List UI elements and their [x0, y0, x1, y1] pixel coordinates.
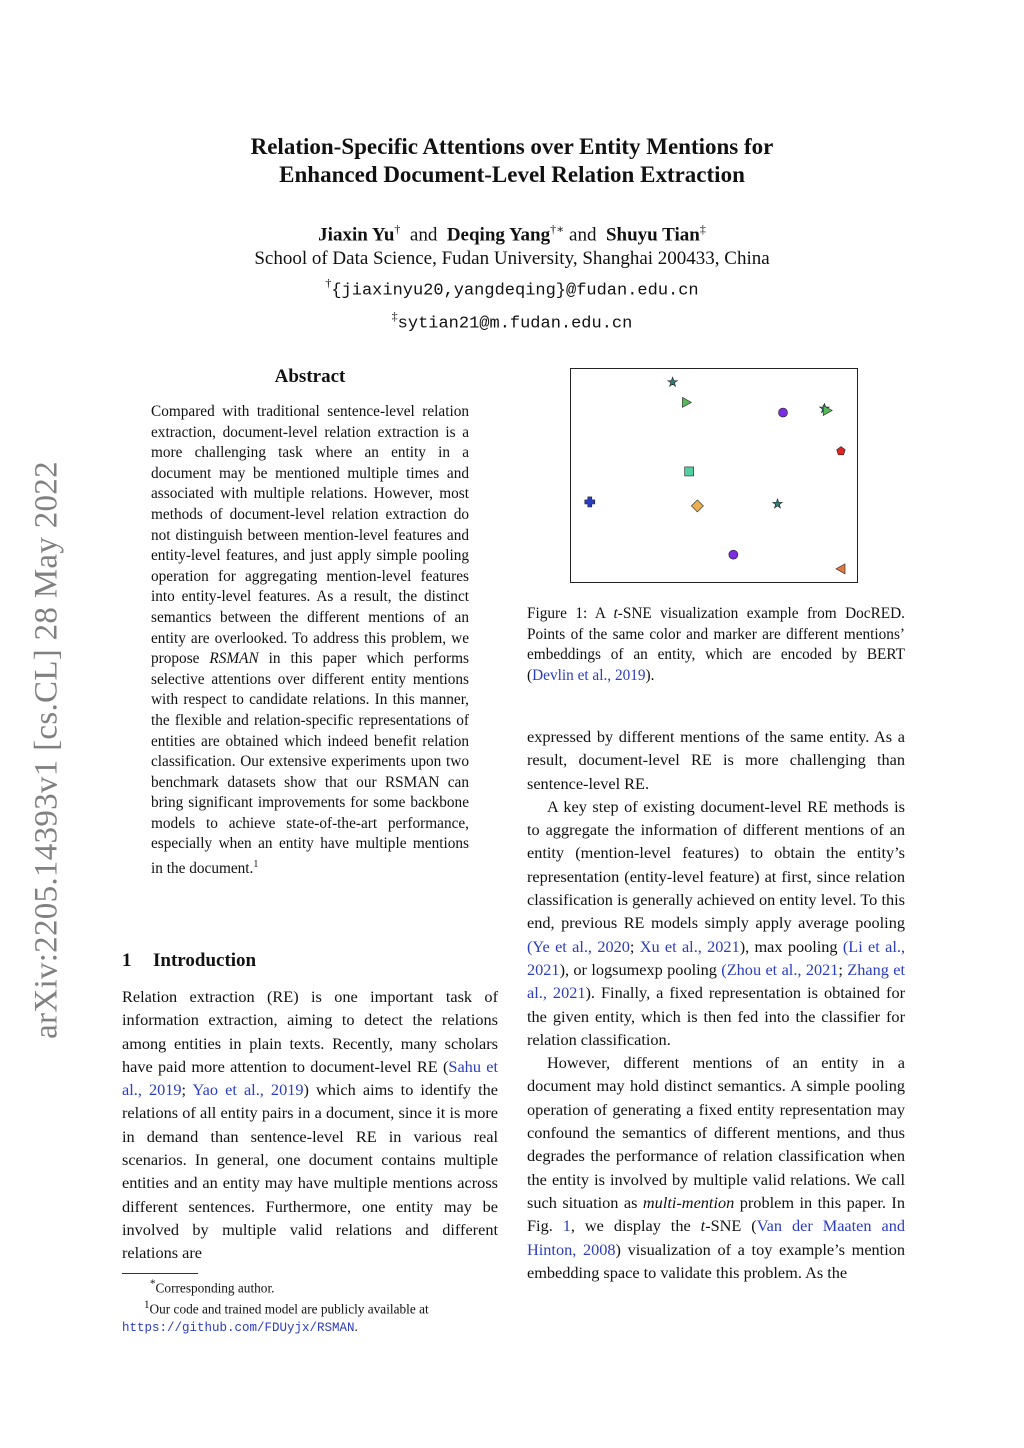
- citation-link[interactable]: (Li et al., 2021: [527, 936, 906, 979]
- paragraph-aggregation: A key step of existing document-level RE methods is to aggregate the information of different mentions of an entity (mention-level features) to obtain the entity’s representation (entity-level feature) at first, since relation classification is generally achieved on entity level. To this end, previous RE models simply apply average pooling (Ye et al., 2020; Xu et al., 2021), max pooling (Li et al., 2021), or logsumexp pooling (Zhou et al., 2021; Zhang et al., 2021). Finally, a fixed representation is obtained for the given entity, which is then fed into the classifier for relation classification.: [527, 796, 906, 1049]
- scatter-point-9: [691, 500, 703, 512]
- author-2: Deqing Yang: [446, 224, 551, 246]
- citation-link[interactable]: Van der Maaten and Hinton, 2008: [527, 1216, 906, 1259]
- tsne-figure: [570, 368, 858, 583]
- citation-link[interactable]: Xu et al., 2021: [639, 936, 740, 956]
- citation-link[interactable]: Sahu et al., 2019: [122, 1056, 498, 1100]
- figure-caption: Figure 1: A t-SNE visualization example from DocRED. Points of the same color and marker are different mentions’ embeddings of an entity, which are encoded by BERT (Devlin et al., 2019).: [527, 605, 905, 684]
- scatter-point-3: [779, 408, 788, 417]
- email-line-2: ‡sytian21@m.fudan.edu.cn: [391, 308, 633, 333]
- footnote-rule: [122, 1273, 198, 1274]
- title-line-1: Relation-Specific Attentions over Entity Mentions for: [250, 134, 774, 159]
- scatter-point-10: [773, 499, 783, 508]
- paragraph-continued: expressed by different mentions of the same entity. As a result, document-level RE is more challenging than sentence-level RE.: [527, 727, 905, 793]
- right-column-text: [527, 725, 905, 1284]
- arxiv-sidebar: [22, 435, 72, 1065]
- code-url-link[interactable]: https://github.com/FDUyjx/RSMAN: [122, 1320, 355, 1335]
- scatter-point-8: [585, 497, 595, 507]
- abstract-heading: Abstract: [274, 366, 346, 387]
- figure-ref-link[interactable]: 1: [562, 1216, 571, 1236]
- intro-paragraph: Relation extraction (RE) is one important task of information extraction, aiming to detect the relations among entities in plain texts. Recently, many scholars have paid more attention to document-level RE (Sahu et al., 2019; Yao et al., 2019) which aims to identify the relations of all entity pairs in a document, since it is more in demand than sentence-level RE in various real scenarios. In general, one document contains multiple entities and an entity may have multiple mentions across different sentences. Furthermore, one entity may be involved by multiple valid relations and different relations are: [122, 987, 499, 1263]
- scatter-point-6: [837, 447, 846, 455]
- footnote-1: $^1$Our code and trained model are publicly available at https://github.com/FDUyjx/RSMAN.: [122, 1298, 429, 1335]
- scatter-point-2: [682, 397, 691, 407]
- citation-link[interactable]: Zhang et al., 2021: [527, 959, 905, 1003]
- author-1: Jiaxin Yu: [318, 224, 395, 246]
- author-names: Jiaxin Yu† and Deqing Yang†∗ and Shuyu Tian‡: [318, 222, 706, 246]
- citation-link[interactable]: Yao et al., 2019: [192, 1080, 304, 1100]
- abstract-text: Compared with traditional sentence-level relation extraction, document-level relation extraction is a more challenging task where an entity in a document may be mentioned multiple times and associated with multiple relations. However, most methods of document-level relation extraction do not distinguish between mention-level features and entity-level features, and just apply simple pooling operation for aggregating mention-level features into entity-level features. As a result, the distinct semantics between the different mentions of an entity are overlooked. To address this problem, we propose RSMAN in this paper which performs selective attentions over different entity mentions with respect to candidate relations. In this manner, the flexible and relation-specific representations of entities are obtained which indeed benefit relation classification. Our extensive experiments upon two benchmark datasets show that our RSMAN can bring significant improvements for some backbone models to achieve state-of-the-art performance, especially when an entity have multiple mentions in the document.$^1$: [151, 403, 469, 878]
- scatter-point-12: [836, 564, 845, 574]
- scatter-points: [585, 377, 845, 574]
- citation-link[interactable]: Devlin et al., 2019: [532, 666, 646, 684]
- footnote-ref[interactable]: 1: [253, 859, 259, 871]
- paper-title: [150, 133, 874, 189]
- affiliation: School of Data Science, Fudan University, Shanghai 200433, China: [254, 248, 770, 270]
- plot-frame: [571, 369, 858, 583]
- author-block: [150, 217, 874, 336]
- title-line-2: Enhanced Document-Level Relation Extraction: [279, 162, 745, 187]
- footnote-star: *Corresponding author.: [150, 1278, 275, 1296]
- scatter-point-1: [668, 377, 678, 386]
- email-line-1: †{jiaxinyu20,yangdeqing}@fudan.edu.cn: [325, 276, 699, 301]
- section-heading: 1 Introduction: [122, 950, 257, 971]
- citation-link[interactable]: (Ye et al., 2020: [527, 936, 630, 956]
- author-3: Shuyu Tian: [605, 224, 700, 246]
- arxiv-identifier: arXiv:2205.14393v1 [cs.CL] 28 May 2022: [28, 461, 65, 1039]
- scatter-point-11: [729, 550, 738, 559]
- paragraph-multi-mention: However, different mentions of an entity in a document may hold distinct semantics. A simple pooling operation of generating a fixed entity representation may confound the semantics of different mentions, and thus degrades the performance of relation classification when the entity is involved by multiple valid relations. We call such situation as multi-mention problem in this paper. In Fig. 1, we display the t-SNE (Van der Maaten and Hinton, 2008) visualization of a toy example’s mention embedding space to validate this problem. As the: [527, 1053, 906, 1282]
- scatter-point-7: [685, 467, 694, 476]
- footnotes: [122, 1276, 498, 1337]
- citation-link[interactable]: (Zhou et al., 2021: [721, 959, 839, 979]
